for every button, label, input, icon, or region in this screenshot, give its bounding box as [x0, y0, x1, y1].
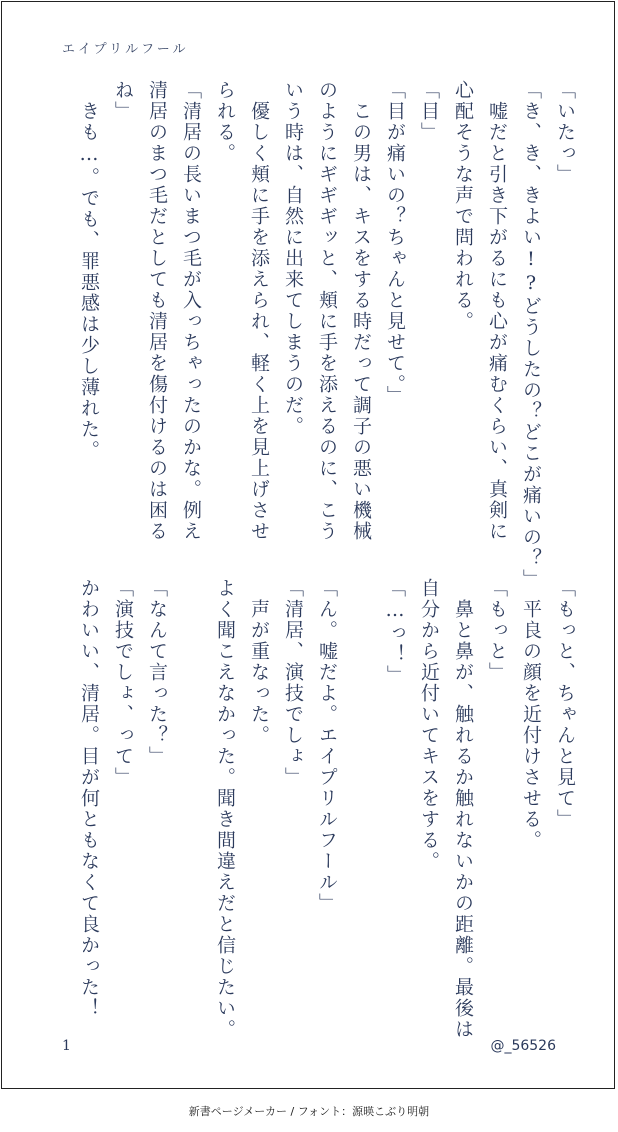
text-line: 「…っ！」 [384, 578, 406, 686]
text-line: 自分から近付いてキスをする。 [418, 578, 440, 872]
text-line: 嘘だと引き下がるにも心が痛むくらい、真剣に [486, 80, 508, 542]
text-line: ね」 [112, 80, 134, 122]
author-handle: @_56526 [490, 1038, 556, 1054]
text-line: いう時は、自然に出来てしまうのだ。 [282, 80, 304, 437]
text-line: かわいい、清居。目が何ともなくて良かった！ [78, 578, 100, 1019]
page-frame [1, 1, 615, 1089]
text-line: 声が重なった。 [248, 578, 270, 746]
text-line: この男は、キスをする時だって調子の悪い機械 [350, 80, 372, 542]
page-header-title: エイプリルフール [62, 42, 189, 57]
text-line: のようにギギギッと、頬に手を添えるのに、こう [316, 80, 338, 542]
text-line: 「目が痛いの？ちゃんと見せて。」 [384, 80, 406, 407]
body-text-bottom [67, 578, 582, 1040]
text-line: 「もっと」 [486, 578, 508, 683]
text-line: 「清居の長いまつ毛が入っちゃったのかな。例え [180, 80, 202, 542]
text-line: 「目」 [418, 80, 440, 143]
text-line: 「演技でしょ、って」 [112, 578, 134, 788]
body-text-top [67, 80, 582, 590]
text-line: 「いたっ」 [554, 80, 576, 185]
text-line: きも…。でも、罪悪感は少し薄れた。 [78, 80, 100, 461]
text-line: 鼻と鼻が、触れるか触れないかの距離。最後は [452, 578, 474, 1040]
text-line: 「ん。嘘だよ。エイプリルフール」 [316, 578, 338, 914]
text-line [174, 578, 208, 988]
text-line: 「もっと、ちゃんと見て」 [554, 578, 576, 830]
text-line: 「き、き、きよい!?どうしたの？どこが痛いの？」 [520, 80, 542, 590]
text-line: 「清居、演技でしょ」 [282, 578, 304, 788]
text-line: 「なんて言った？」 [146, 578, 168, 767]
text-line: 優しく頬に手を添えられ、軽く上を見上げさせ [248, 80, 270, 542]
text-line: 平良の顔を近付けさせる。 [520, 578, 542, 851]
text-line: 清居のまつ毛だとしても清居を傷付けるのは困る [146, 80, 168, 542]
text-line [344, 578, 378, 988]
text-line: られる。 [214, 80, 236, 164]
text-line: よく聞こえなかった。聞き間違えだと信じたい。 [214, 578, 236, 1040]
generator-credit: 新書ページメーカー / フォント：源暎こぶり明朝 [188, 1105, 430, 1118]
text-line: 心配そうな声で問われる。 [452, 80, 474, 332]
page-number: 1 [62, 1038, 71, 1054]
